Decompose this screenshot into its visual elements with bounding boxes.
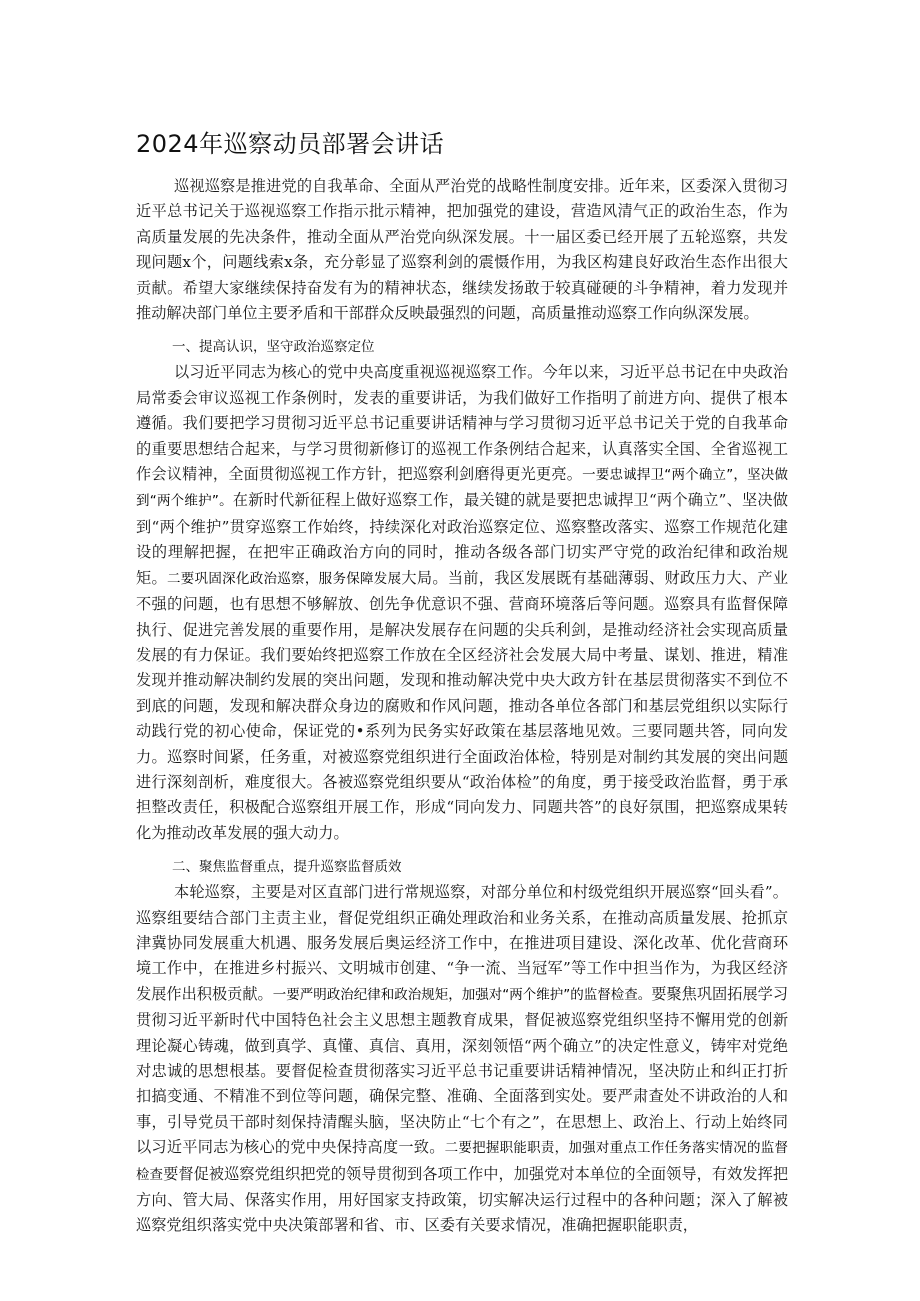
section-heading-2: 二、聚焦监督重点，提升巡察监督质效: [172, 859, 402, 876]
document-title: 2024年巡察动员部署会讲话: [136, 130, 445, 158]
section-2-paragraph: [136, 880, 788, 1239]
section-2-text-a: 本轮巡察，主要是对区直部门进行常规巡察，对部分单位和村级党组织开展巡察“回头看”。巡察组要结合部门主责主业，督促党组织正确处理政治和业务关系，在推动高质量发展、抢抓京津冀协同发展重大机遇、服务发展后奥运经济工作中，在推进项目建设、深化改革、优化营商环境工作中，在推进乡村振兴、文明城市创建、“争一流、当冠军”等工作中担当作为，为我区经济发展作出积极贡献。: [136, 883, 788, 1003]
document-page: [136, 0, 788, 1239]
section-1-point-2: 二要巩固深化政治巡察，服务保障发展: [166, 570, 402, 587]
section-1-paragraph: [136, 360, 788, 846]
section-1-text-c: 在新时代新征程上做好巡察工作，最关键的就是要把忠诚捍卫“两个确立”、坚决做到“两个维护”贯穿巡察工作始终，持续深化对政治巡察定位、巡察整改落实、巡察工作规范化建设的理解把握，在把牢正确政治方向的同时，推动各级各部门切实严守党的政治纪律和政治规矩。: [136, 491, 788, 587]
section-heading-1: 一、提高认识，坚守政治巡察定位: [172, 339, 375, 356]
section-1-text-a: 以习近平同志为核心的党中央高度重视巡视巡察工作。今年以来，习近平总书记在中央政治局常委会审议巡视工作条例时，发表的重要讲话，为我们做好工作指明了前进方向、提供了根本遵循。我们要把学习贯彻习近平总书记重要讲话精神与学习贯彻习近平总书记关于党的自我革命的重要思想结合起来，与学习贯彻新修订的巡视工作条例结合起来，认真落实全国、全省巡视工作会议精神，全面贯彻巡视工作方针，把巡察利剑磨得更光更亮。: [136, 363, 788, 484]
section-2-text-e: 要督促被巡察党组织把党的领导贯彻到各项工作中，加强党对本单位的全面领导，有效发挥把方向、管大局、保落实作用，用好国家支持政策，切实解决运行过程中的各种问题；深入了解被巡察党组织落实党中央决策部署和省、市、区委有关要求情况，准确把握职能职责，: [136, 1164, 789, 1235]
section-2-text-c: 要聚焦巩固拓展学习贯彻习近平新时代中国特色社会主义思想主题教育成果，督促被巡察党组织坚持不懈用党的创新理论凝心铸魂，做到真学、真懂、真信、真用，深刻领悟“两个确立”的决定性意义，铸牢对党绝对忠诚的思想根基。要督促检查贯彻落实习近平总书记重要讲话精神情况，坚决防止和纠正打折扣搞变通、不精准不到位等问题，确保完整、准确、全面落到实处。要严肃查处不讲政治的人和事，引导党员干部时刻保持清醒头脑，坚决防止“七个有之”，在思想上、政治上、行动上始终同以习近平同志为核心的党中央保持高度一致。: [136, 984, 789, 1157]
intro-text: 巡视巡察是推进党的自我革命、全面从严治党的战略性制度安排。近年来，区委深入贯彻习近平总书记关于巡视巡察工作指示批示精神，把加强党的建设，营造风清气正的政治生态，作为高质量发展的先决条件，推动全面从严治党向纵深发展。十一届区委已经开展了五轮巡察，共发现问题x个，问题线索x条，充分彰显了巡察利剑的震慑作用，为我区构建良好政治生态作出很大贡献。希望大家继续保持奋发有为的精神状态，继续发扬敢于较真碰硬的斗争精神，着力发现并推动解决部门单位主要矛盾和干部群众反映最强烈的问题，高质量推动巡察工作向纵深发展。: [136, 177, 788, 323]
section-1-point-1: 一要忠诚捍卫“两个确立”，坚决做到“两个维护”。: [136, 467, 789, 510]
section-1-text-e: 大局。当前，我区发展既有基础薄弱、财政压力大、产业不强的问题，也有思想不够解放、创先争优意识不强、营商环境落后等问题。巡察具有监督保障执行、促进完善发展的重要作用，是解决发展存在问题的尖兵利剑，是推动经济社会实现高质量发展的有力保证。我们要始终把巡察工作放在全区经济社会发展大局中考量、谋划、推进，精准发现并推动解决制约发展的突出问题，发现和推动解决党中央大政方针在基层贯彻落实不到位不到底的问题，发现和解决群众身边的腐败和作风问题，推动各单位各部门和基层党组织以实际行动践行党的初心使命，保证党的•系列为民务实好政策在基层落地见效。三要同题共答，同向发力。巡察时间紧，任务重，对被巡察党组织进行全面政治体检，特别是对制约其发展的突出问题进行深刻剖析，难度很大。各被巡察党组织要从“政治体检”的角度，勇于接受政治监督，勇于承担整改责任，积极配合巡察组开展工作，形成“同向发力、同题共答”的良好氛围，把巡察成果转化为推动改革发展的强大动力。: [136, 568, 789, 842]
intro-paragraph: [136, 174, 788, 326]
section-2-point-2: 二要把握职能职责，加强对重点工作任务落实情况的监督检查: [136, 1140, 789, 1183]
section-2-point-1: 一要严明政治纪律和政治规矩，加强对“两个维护”的监督检查。: [272, 986, 652, 1003]
